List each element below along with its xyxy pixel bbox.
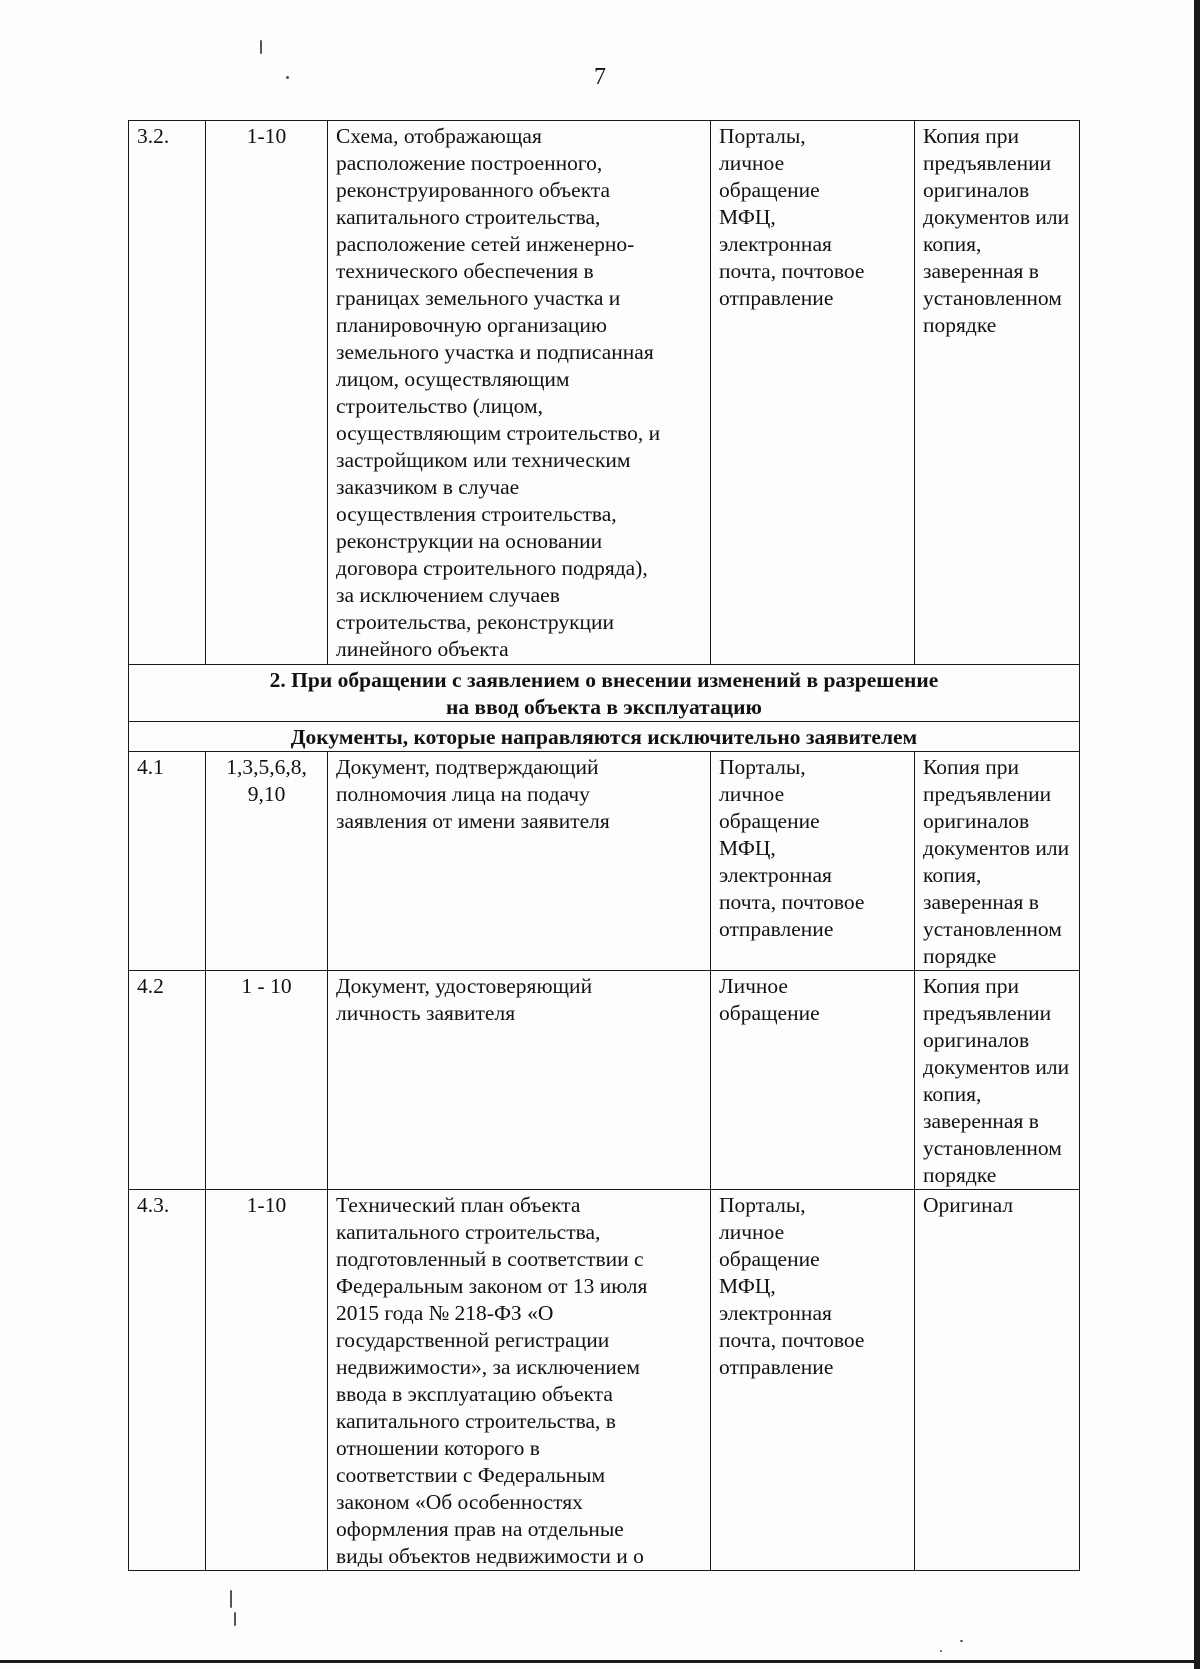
document-form — [915, 971, 1080, 1190]
submission-method-line: МФЦ, — [719, 1274, 776, 1298]
document-name-line: договора строительного подряда), — [336, 556, 648, 580]
document-name-line: строительства, реконструкции — [336, 610, 615, 634]
applicant-range-line: 1,3,5,6,8, — [226, 755, 307, 779]
document-name-line: ввода в эксплуатацию объекта — [336, 1382, 613, 1406]
submission-method-line: почта, почтовое — [719, 259, 865, 283]
applicant-range — [206, 121, 328, 665]
document-form-line: документов или — [923, 836, 1070, 860]
submission-method-line: Порталы, — [719, 124, 806, 148]
document-form-line: заверенная в — [923, 259, 1039, 283]
document-name-line: личность заявителя — [336, 1001, 516, 1025]
document-name-line: осуществления строительства, — [336, 502, 617, 526]
applicant-range-line: 1-10 — [246, 1193, 287, 1217]
scan-edge-bottom — [0, 1660, 1200, 1663]
document-name-line: заказчиком в случае — [336, 475, 520, 499]
submission-method-line: обращение — [719, 809, 820, 833]
scan-mark — [940, 1650, 942, 1652]
applicant-range-line: 1-10 — [246, 124, 287, 148]
document-name — [328, 1190, 711, 1571]
document-form — [915, 1190, 1080, 1571]
document-form-line: установленном — [923, 917, 1062, 941]
table-section-headers — [129, 665, 1080, 752]
document-form — [915, 121, 1080, 665]
table-body-bottom — [129, 752, 1080, 1571]
page-number: 7 — [594, 64, 606, 90]
submission-method — [711, 1190, 915, 1571]
document-name — [328, 121, 711, 665]
document-name-line: технического обеспечения в — [336, 259, 594, 283]
submission-method-line: электронная — [719, 1301, 832, 1325]
document-form-line: предъявлении — [923, 1001, 1052, 1025]
document-name — [328, 752, 711, 971]
submission-method-line: обращение — [719, 178, 820, 202]
document-form-line: заверенная в — [923, 1109, 1039, 1133]
applicant-range-line: 1 - 10 — [241, 974, 292, 998]
document-form-line: документов или — [923, 205, 1070, 229]
document-name-line: капитального строительства, в — [336, 1409, 616, 1433]
submission-method — [711, 121, 915, 665]
document-form-line: Оригинал — [923, 1193, 1014, 1217]
document-name-line: заявления от имени заявителя — [336, 809, 610, 833]
scan-edge-right — [1194, 0, 1200, 1669]
document-name-line: полномочия лица на подачу — [336, 782, 590, 806]
submission-method-line: электронная — [719, 863, 832, 887]
document-form-line: оригиналов — [923, 1028, 1030, 1052]
document-form-line: заверенная в — [923, 890, 1039, 914]
scan-mark — [286, 76, 289, 79]
document-name-line: реконструкции на основании — [336, 529, 603, 553]
document-form-line: порядке — [923, 313, 997, 337]
document-form-line: копия, — [923, 863, 982, 887]
table-row — [129, 752, 1080, 971]
submission-method-line: МФЦ, — [719, 205, 776, 229]
row-number: 4.1 — [129, 752, 206, 971]
submission-method-line: отправление — [719, 286, 834, 310]
document-form-line: Копия при — [923, 124, 1020, 148]
document-name-line: Документ, подтверждающий — [336, 755, 599, 779]
document-form-line: установленном — [923, 286, 1062, 310]
document-form-line: порядке — [923, 944, 997, 968]
section-title-line-2: на ввод объекта в эксплуатацию — [446, 695, 762, 719]
applicant-range — [206, 971, 328, 1190]
document-name-line: виды объектов недвижимости и о — [336, 1544, 644, 1568]
table-row — [129, 121, 1080, 665]
document-name-line: капитального строительства, — [336, 1220, 601, 1244]
submission-method-line: почта, почтовое — [719, 1328, 865, 1352]
table-body-top — [129, 121, 1080, 665]
section-title-row — [129, 665, 1080, 722]
submission-method-line: отправление — [719, 917, 834, 941]
document-name-line: Схема, отображающая — [336, 124, 542, 148]
row-number: 4.3. — [129, 1190, 206, 1571]
document-form-line: предъявлении — [923, 151, 1052, 175]
applicant-range — [206, 752, 328, 971]
document-form-line: порядке — [923, 1163, 997, 1187]
submission-method — [711, 752, 915, 971]
document-form-line: установленном — [923, 1136, 1062, 1160]
document-name-line: оформления прав на отдельные — [336, 1517, 624, 1541]
document-name-line: Федеральным законом от 13 июля — [336, 1274, 648, 1298]
document-name-line: расположение построенного, — [336, 151, 603, 175]
document-name — [328, 971, 711, 1190]
section-title-line-1: 2. При обращении с заявлением о внесении изменений в разрешение — [269, 668, 939, 692]
subsection-title-row — [129, 722, 1080, 752]
documents-table — [128, 120, 1080, 1571]
document-name-line: реконструированного объекта — [336, 178, 611, 202]
submission-method-line: обращение — [719, 1247, 820, 1271]
table-row — [129, 1190, 1080, 1571]
submission-method-line: личное — [719, 1220, 785, 1244]
document-name-line: отношении которого в — [336, 1436, 540, 1460]
section-title — [129, 665, 1080, 722]
document-name-line: расположение сетей инженерно- — [336, 232, 635, 256]
submission-method-line: отправление — [719, 1355, 834, 1379]
document-name-line: планировочную организацию — [336, 313, 607, 337]
submission-method-line: МФЦ, — [719, 836, 776, 860]
submission-method-line: почта, почтовое — [719, 890, 865, 914]
document-name-line: Документ, удостоверяющий — [336, 974, 593, 998]
table-row — [129, 971, 1080, 1190]
submission-method-line: Порталы, — [719, 1193, 806, 1217]
scan-mark — [234, 1612, 236, 1626]
applicant-range — [206, 1190, 328, 1571]
document-name-line: земельного участка и подписанная — [336, 340, 654, 364]
document-name-line: подготовленный в соответствии с — [336, 1247, 644, 1271]
submission-method-line: Личное — [719, 974, 788, 998]
document-form-line: оригиналов — [923, 178, 1030, 202]
document-name-line: 2015 года № 218-ФЗ «О — [336, 1301, 554, 1325]
scan-mark — [230, 1590, 232, 1608]
document-form-line: Копия при — [923, 755, 1020, 779]
submission-method-line: личное — [719, 782, 785, 806]
document-name-line: соответствии с Федеральным — [336, 1463, 606, 1487]
document-form — [915, 752, 1080, 971]
submission-method — [711, 971, 915, 1190]
submission-method-line: электронная — [719, 232, 832, 256]
document-name-line: государственной регистрации — [336, 1328, 610, 1352]
document-name-line: границах земельного участка и — [336, 286, 621, 310]
submission-method-line: личное — [719, 151, 785, 175]
document-name-line: капитального строительства, — [336, 205, 601, 229]
submission-method-line: обращение — [719, 1001, 820, 1025]
row-number: 3.2. — [129, 121, 206, 665]
document-form-line: копия, — [923, 1082, 982, 1106]
submission-method-line: Порталы, — [719, 755, 806, 779]
document-form-line: предъявлении — [923, 782, 1052, 806]
document-name-line: осуществляющим строительство, и — [336, 421, 661, 445]
document-name-line: Технический план объекта — [336, 1193, 581, 1217]
scan-mark — [260, 40, 262, 54]
document-name-line: лицом, осуществляющим — [336, 367, 570, 391]
document-form-line: копия, — [923, 232, 982, 256]
document-name-line: за исключением случаев — [336, 583, 560, 607]
subsection-title: Документы, которые направляются исключительно заявителем — [129, 722, 1080, 752]
row-number: 4.2 — [129, 971, 206, 1190]
document-name-line: строительство (лицом, — [336, 394, 543, 418]
document-form-line: оригиналов — [923, 809, 1030, 833]
document-name-line: законом «Об особенностях — [336, 1490, 583, 1514]
applicant-range-line: 9,10 — [247, 782, 286, 806]
document-form-line: Копия при — [923, 974, 1020, 998]
document-name-line: застройщиком или техническим — [336, 448, 631, 472]
document-form-line: документов или — [923, 1055, 1070, 1079]
document-name-line: недвижимости», за исключением — [336, 1355, 640, 1379]
document-name-line: линейного объекта — [336, 637, 509, 661]
scan-mark — [960, 1640, 963, 1642]
